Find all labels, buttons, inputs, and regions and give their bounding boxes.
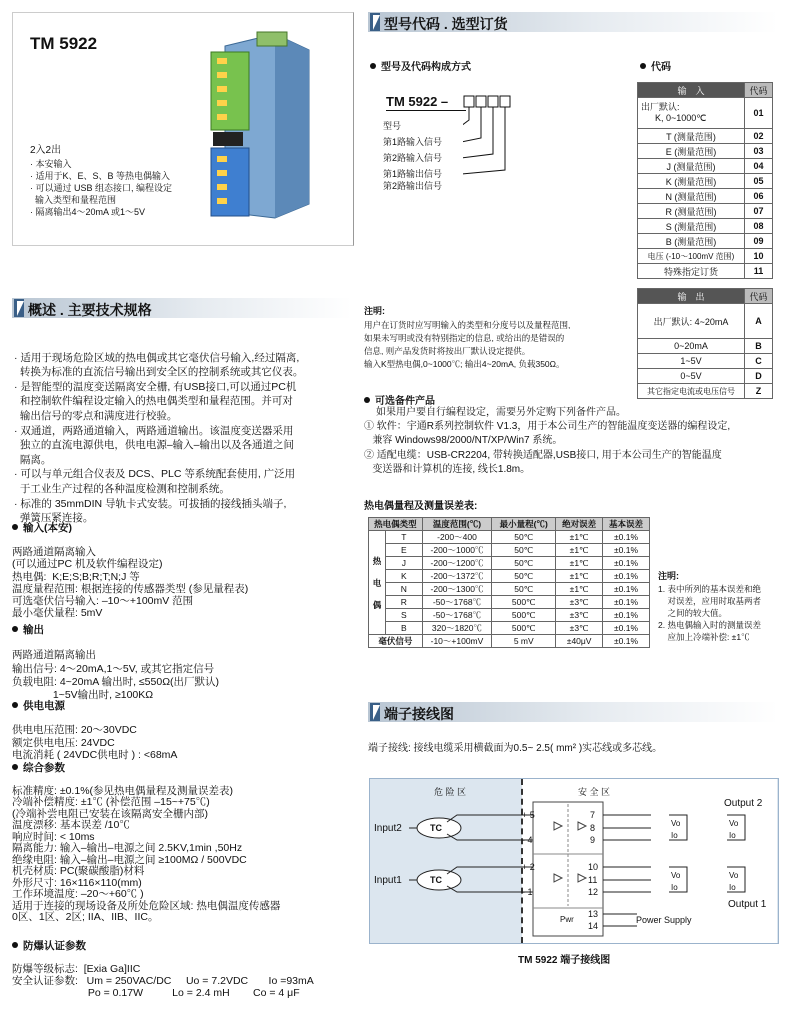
product-feature: 输入类型和量程范围	[30, 195, 117, 205]
bullet-icon	[12, 702, 18, 708]
vo-label: Vo	[671, 871, 681, 880]
spec-output-title: 输出	[12, 622, 44, 637]
product-feature: · 适用于K、E、S、B 等热电偶输入	[30, 171, 171, 181]
spec-power-title: 供电电源	[12, 698, 65, 713]
safe-label: 安 全 区	[578, 787, 611, 797]
product-subtitle: 2入2出	[30, 145, 62, 156]
order-note-title: 注明:	[364, 306, 385, 316]
order-note-line: 输入K型热电偶,0~1000℃; 输出4~20mA, 负载350Ω。	[364, 359, 565, 369]
power-label: Power Supply	[636, 915, 692, 925]
vo-label: Vo	[729, 819, 739, 828]
product-feature: · 本安输入	[30, 159, 72, 169]
term-right: 12	[588, 887, 599, 897]
tc-note: 1. 表中所列的基本误差和绝	[658, 584, 761, 594]
spec-input-lines: 两路通道隔离输入 (可以通过PC 机及软件编程设定) 热电偶: K;E;S;B;R;T;N;J 等 温度量程范围: 根据连接的传感器类型 (参见量程表) 可选毫伏信号输入: –10～+100mV 范围 最小毫伏量程: 5mV	[12, 546, 249, 620]
optional-item: 兼容 Windows98/2000/NT/XP/Win7 系统。	[364, 435, 563, 446]
term-left: + 5	[522, 810, 535, 820]
term-right: 10	[588, 862, 599, 872]
wiring-desc: 端子接线: 接线电缆采用横截面为0.5~ 2.5( mm² )实芯线或多芯线。	[368, 743, 663, 754]
order-note-line: 信息, 则产品发货时将按出厂默认设定提供。	[364, 346, 531, 356]
overview-section-header: 概述 . 主要技术规格	[12, 298, 352, 318]
bullet-icon	[12, 524, 18, 530]
term-right: 7	[590, 810, 596, 820]
input-code-table: 输 入 代码 出厂默认: K, 0~1000℃ 01 T (测量范围) 02 E (测量范围) 03 J (测量范围) 04 K (测量范围) 05 N (测量范围) 06 R (测量范围) 07 S (测量范围) 08 B (测量范围) 09 电压 (-10～100mV 范围) 10 特殊指定订货 11	[637, 82, 773, 279]
overview-bullets: · 适用于现场危险区域的热电偶或其它毫伏信号输入,经过隔离, 转换为标准的直流信号输出到安全区的控制系统或其它仪表。 · 是智能型的温度变送隔离安全栅, 有USB接口,可以通过PC机 和控制软件编程设定输入的热电偶类型和量程范围。并可对 输出信号的零点和满度进行校验。 · 双通道，两路通道输入，两路通道输出。该温度变送器采用 独立的直流电源供电，供电电源–输入–输出以及各通道之间 隔离。 · 可以与单元组合仪表及 DCS、PLC 等系统配套使用, 广泛用 于工业生产过程的各种温度检测和控制系统。 · 标准的 35mmDIN 导轨卡式安装。可拔插的接线插头端子, 弹簧压紧连接。	[14, 351, 304, 525]
pwr-label: Pwr	[560, 915, 574, 924]
spec-output-lines: 两路通道隔离输出 输出信号: 4～20mA,1～5V, 或其它指定信号 负载电阻: 4~20mA 输出时, ≤550Ω(出厂默认) 1~5V输出时, ≥100KΩ	[12, 649, 220, 702]
bullet-icon	[12, 764, 18, 770]
optional-item: 变送器和计算机的连接, 线长1.8m。	[364, 464, 531, 475]
term-right: 8	[590, 823, 596, 833]
bullet-icon	[12, 942, 18, 948]
product-feature: · 可以通过 USB 组态接口, 编程设定	[30, 183, 173, 193]
tc2-label: TC	[430, 823, 442, 833]
wiring-caption: TM 5922 端子接线图	[518, 955, 611, 966]
model-underline	[386, 110, 466, 111]
code-part: 第1路输出信号	[383, 169, 443, 179]
tc-note: 应加上冷端补偿: ±1℃	[658, 632, 750, 642]
term-left: - 1	[522, 887, 533, 897]
tc-table-title: 热电偶量程及测量误差表:	[364, 501, 478, 512]
optional-title: 可选备件产品	[364, 392, 435, 407]
io-label: Io	[729, 883, 736, 892]
output2-label: Output 2	[724, 798, 763, 809]
bullet-icon	[364, 397, 370, 403]
vo-label: Vo	[729, 871, 739, 880]
code-part: 型号	[383, 121, 402, 131]
term-right: 14	[588, 921, 599, 931]
ordering-section-header: 型号代码 . 选型订货	[368, 12, 778, 32]
vo-label: Vo	[671, 819, 681, 828]
output1-label: Output 1	[728, 899, 767, 910]
term-left: - 4	[522, 835, 533, 845]
device-image	[205, 28, 320, 220]
tc-note: 对误差，应用时取基两者	[658, 596, 761, 606]
tc1-label: TC	[430, 875, 442, 885]
term-right: 11	[588, 875, 598, 885]
spec-ex-title: 防爆认证参数	[12, 938, 86, 953]
code-part: 第2路输入信号	[383, 153, 443, 163]
term-left: + 2	[522, 862, 535, 872]
tc-note: 2. 热电偶输入时的测量误差	[658, 620, 761, 630]
wiring-section-header: 端子接线图	[368, 702, 778, 722]
input2-label: Input2	[374, 823, 402, 834]
hazard-label: 危 险 区	[434, 787, 467, 797]
bullet-icon	[370, 63, 376, 69]
io-label: Io	[671, 831, 678, 840]
spec-general-title: 综合参数	[12, 760, 65, 775]
code-boxes	[463, 94, 523, 190]
model-code: TM 5922 –	[386, 94, 449, 109]
structure-title: 型号及代码构成方式	[370, 58, 471, 73]
spec-general-lines: 标准精度: ±0.1%(参见热电偶量程及测量误差表) 冷端补偿精度: ±1℃ (补偿范围 –15~+75℃) (冷端补尝电阻已安装在该隔离安全栅内部) 温度漂移: 基本误差 /10℃ 响应时间: < 10ms 隔离能力: 输入–输出–电源之间 2.5KV,1min ,50Hz 绝缘电阻: 输入–输出–电源之间 ≥100MΩ / 500VDC 机壳材质: PC(聚碳酸脂)材料 外形尺寸: 16×116×110(mm) 工作环境温度: –20～+60℃ ) 适用于连接的现场设备及所处危险区域: 热电偶温度传感器 0区、1区、2区; IIA、IIB、IIC。	[12, 784, 281, 923]
output-code-table: 输 出 代码 出厂默认: 4~20mA A 0~20mA B 1~5V C 0~5V D 其它指定电流或电压信号 Z	[637, 288, 773, 399]
term-right: 13	[588, 909, 599, 919]
product-model: TM 5922	[30, 34, 98, 53]
io-label: Io	[671, 883, 678, 892]
io-label: Io	[729, 831, 736, 840]
tc-note-title: 注明:	[658, 571, 679, 581]
spec-input-title: 输入(本安)	[12, 520, 72, 535]
product-feature: · 隔离输出4～20mA 或1～5V	[30, 207, 146, 217]
tc-note: 之间的较大值。	[658, 608, 727, 618]
code-part: 第2路输出信号	[383, 181, 443, 191]
tc-error-table: 热电偶类型 温度范围(℃) 最小量程(℃) 绝对误差 基本误差 热 电 偶 T -200～400 50℃ ±1℃ ±0.1% E -200～1000℃ 50℃ ±1℃ ±0.1% J -200～1200℃ 50℃ ±1℃ ±0.1% K -200～1372℃ 50℃ ±1℃ ±0.1% N -200～1300℃ 50℃ ±1℃ ±0.1% R -50～1768℃ 500℃ ±3℃ ±0.1% S -50～1768℃ 500℃ ±3℃ ±0.1% B 320～1820℃ 500℃ ±3℃ ±0.1% 毫伏信号 -10～+100mV 5 mV ±40μV ±0.1%	[368, 517, 650, 648]
optional-intro: 如果用户要自行编程设定，需要另外定购下列备件产品。	[376, 407, 626, 418]
bullet-icon	[12, 626, 18, 632]
optional-item: ② 适配电缆：USB-CR2204, 带转换适配器,USB接口, 用于本公司生产的智能温度	[364, 450, 722, 461]
order-note-line: 如果未写明或没有特别指定的信息, 或给出的是错误的	[364, 333, 565, 343]
term-right: 9	[590, 835, 596, 845]
spec-ex-lines: 防爆等级标志: [Exia Ga]IIC 安全认证参数: Um = 250VAC/DC Uo = 7.2VDC Io =93mA Po = 0.17W Lo = 2.4 mH Co = 4 μF	[12, 963, 314, 999]
bullet-icon	[640, 63, 646, 69]
optional-item: ① 软件：宇通R系列控制软件 V1.3，用于本公司生产的智能温度变送器的编程设定,	[364, 421, 731, 432]
spec-power-lines: 供电电压范围: 20～30VDC 额定供电电压: 24VDC 电流消耗 ( 24VDC供电时 ) : <68mA	[12, 724, 178, 761]
code-part: 第1路输入信号	[383, 137, 443, 147]
code-title: 代码	[640, 58, 671, 73]
input1-label: Input1	[374, 875, 402, 886]
order-note-line: 用户在订货时应写明输入的类型和分度号以及量程范围,	[364, 320, 571, 330]
